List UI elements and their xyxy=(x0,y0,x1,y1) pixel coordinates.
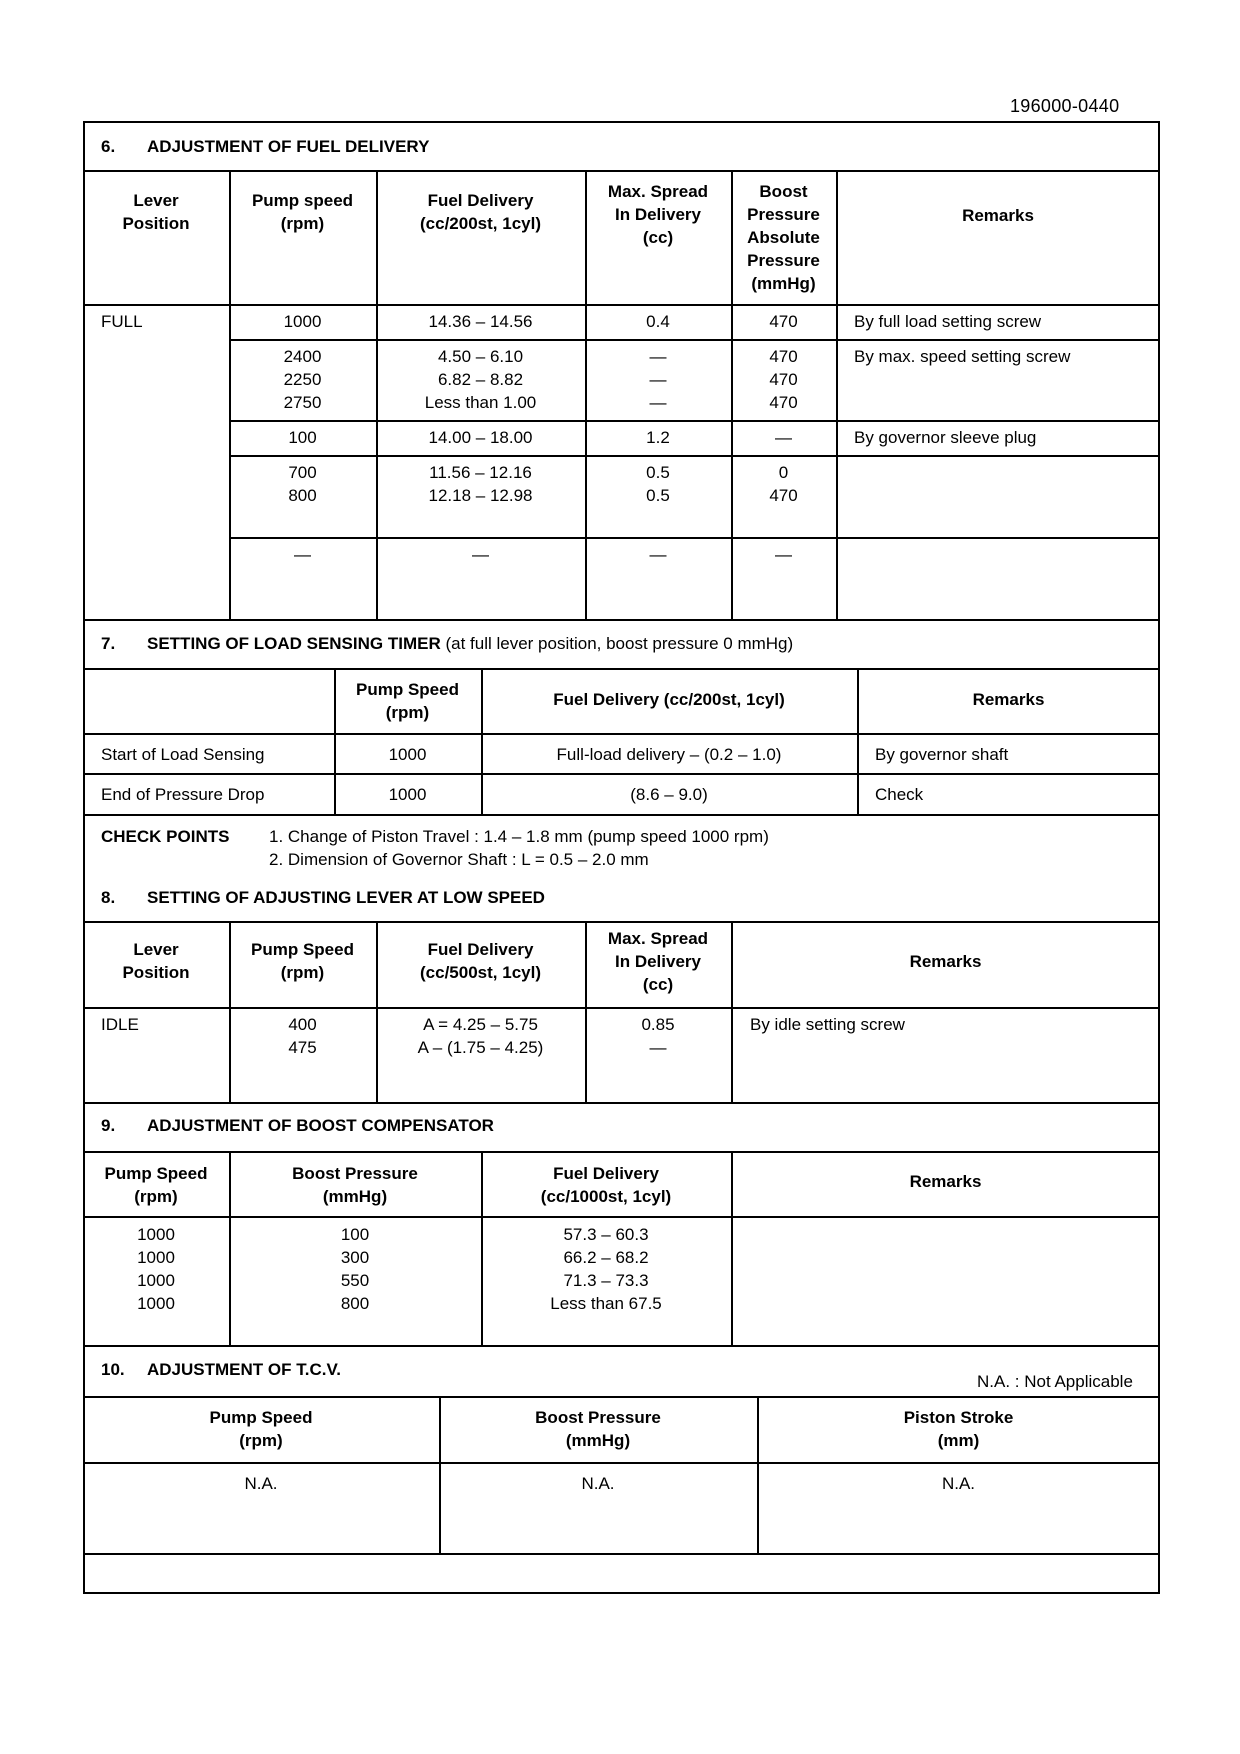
pump-speed-cell: 2400 2250 2750 xyxy=(283,347,322,412)
rule xyxy=(83,733,1160,735)
section-title: SETTING OF LOAD SENSING TIMER xyxy=(147,634,441,653)
section-title: SETTING OF ADJUSTING LEVER AT LOW SPEED xyxy=(147,888,545,907)
section-title: ADJUSTMENT OF T.C.V. xyxy=(147,1360,341,1379)
pump-speed-cell: 1000 1000 1000 1000 xyxy=(137,1225,175,1313)
column-rule xyxy=(731,921,733,1104)
fuel-delivery-cell: 14.36 – 14.56 xyxy=(428,312,533,331)
rule xyxy=(83,1396,1160,1398)
rule xyxy=(83,814,1160,816)
section-title: ADJUSTMENT OF FUEL DELIVERY xyxy=(147,137,430,156)
section-number: 9. xyxy=(101,1116,116,1135)
pump-speed-cell: — xyxy=(294,545,311,564)
max-spread-cell: 1.2 xyxy=(646,428,670,447)
header-remarks: Remarks xyxy=(972,690,1045,709)
pump-speed-cell: 100 xyxy=(288,428,317,447)
rule xyxy=(83,668,1160,670)
rule xyxy=(229,339,1160,341)
max-spread-cell: — xyxy=(649,545,667,564)
section-10-heading xyxy=(101,1360,341,1380)
rule xyxy=(83,1216,1160,1218)
header-pump-speed: Pump Speed (rpm) xyxy=(251,940,354,982)
rule xyxy=(229,420,1160,422)
rule xyxy=(83,773,1160,775)
boost-cell: 470 470 470 xyxy=(769,347,798,412)
remarks-cell: By full load setting screw xyxy=(854,312,1042,331)
rule xyxy=(83,170,1160,172)
check-point-item: 1. Change of Piston Travel : 1.4 – 1.8 mm (pump speed 1000 rpm) xyxy=(269,827,769,846)
remarks-cell: By max. speed setting screw xyxy=(854,347,1071,366)
header-pump-speed: Pump speed (rpm) xyxy=(251,191,354,233)
section-number: 8. xyxy=(101,888,116,907)
max-spread-cell: 0.85 — xyxy=(641,1015,675,1057)
max-spread-cell: — — — xyxy=(649,347,667,412)
header-max-spread: Max. Spread In Delivery (cc) xyxy=(607,182,709,247)
rule xyxy=(83,1462,1160,1464)
column-rule xyxy=(836,170,838,619)
header-piston-stroke: Piston Stroke (mm) xyxy=(903,1408,1014,1450)
pump-speed-cell: 1000 xyxy=(388,745,427,764)
lever-position-value: FULL xyxy=(101,312,143,331)
remarks-cell: Check xyxy=(875,785,924,804)
rule xyxy=(229,455,1160,457)
check-points-label: CHECK POINTS xyxy=(101,827,230,846)
pump-speed-cell: 1000 xyxy=(388,785,427,804)
na-note: N.A. : Not Applicable xyxy=(977,1372,1133,1391)
pump-speed-cell: 400 475 xyxy=(288,1015,317,1057)
rule xyxy=(83,1345,1160,1347)
section-number: 10. xyxy=(101,1360,125,1379)
max-spread-cell: 0.5 0.5 xyxy=(646,463,670,505)
rule xyxy=(83,304,1160,306)
rule xyxy=(83,1102,1160,1104)
header-boost-pressure: Boost Pressure Absolute Pressure (mmHg) xyxy=(747,182,820,293)
header-fuel-delivery: Fuel Delivery (cc/500st, 1cyl) xyxy=(420,940,541,982)
header-pump-speed: Pump Speed (rpm) xyxy=(104,1164,208,1206)
section-7-heading xyxy=(101,634,793,654)
header-fuel-delivery: Fuel Delivery (cc/1000st, 1cyl) xyxy=(540,1164,672,1206)
fuel-delivery-cell: 11.56 – 12.16 12.18 – 12.98 xyxy=(428,463,533,505)
section-6-heading xyxy=(101,137,429,157)
header-lever-position: Lever Position xyxy=(122,940,190,982)
pump-speed-cell: 700 800 xyxy=(288,463,317,505)
remarks-cell: By idle setting screw xyxy=(750,1015,905,1034)
rule xyxy=(83,921,1160,923)
rule xyxy=(83,1553,1160,1555)
boost-cell: 100 300 550 800 xyxy=(340,1225,370,1313)
header-remarks: Remarks xyxy=(962,206,1034,225)
boost-cell: 470 xyxy=(769,312,798,331)
header-boost-pressure: Boost Pressure (mmHg) xyxy=(535,1408,661,1450)
header-fuel-delivery: Fuel Delivery (cc/200st, 1cyl) xyxy=(553,690,785,709)
fuel-delivery-cell: A = 4.25 – 5.75 A – (1.75 – 4.25) xyxy=(417,1015,544,1057)
rule xyxy=(83,619,1160,621)
remarks-cell: By governor sleeve plug xyxy=(854,428,1037,447)
rule xyxy=(83,1007,1160,1009)
document-number: 196000-0440 xyxy=(1010,96,1120,116)
boost-cell: — xyxy=(775,428,792,447)
pump-speed-cell: 1000 xyxy=(283,312,322,331)
row-label: End of Pressure Drop xyxy=(101,785,265,804)
row-label: Start of Load Sensing xyxy=(101,745,265,764)
fuel-delivery-cell: 4.50 – 6.10 6.82 – 8.82 Less than 1.00 xyxy=(424,347,537,412)
header-max-spread: Max. Spread In Delivery (cc) xyxy=(607,929,709,994)
header-pump-speed: Pump Speed (rpm) xyxy=(209,1408,313,1450)
header-boost-pressure: Boost Pressure (mmHg) xyxy=(292,1164,418,1206)
fuel-delivery-cell: 57.3 – 60.3 66.2 – 68.2 71.3 – 73.3 Less than 67.5 xyxy=(550,1225,662,1313)
fuel-delivery-cell: 14.00 – 18.00 xyxy=(428,428,533,447)
boost-cell: N.A. xyxy=(581,1474,615,1493)
section-9-heading xyxy=(101,1116,494,1136)
check-point-item: 2. Dimension of Governor Shaft : L = 0.5 – 2.0 mm xyxy=(269,850,649,869)
header-remarks: Remarks xyxy=(909,1172,982,1191)
section-number: 7. xyxy=(101,634,116,653)
lever-position-value: IDLE xyxy=(101,1015,139,1034)
pump-speed-cell: N.A. xyxy=(244,1474,278,1493)
section-title: ADJUSTMENT OF BOOST COMPENSATOR xyxy=(147,1116,494,1135)
rule xyxy=(229,537,1160,539)
piston-stroke-cell: N.A. xyxy=(941,1474,976,1493)
section-8-heading xyxy=(101,888,545,908)
header-remarks: Remarks xyxy=(909,952,982,971)
max-spread-cell: 0.4 xyxy=(646,312,670,331)
boost-cell: — xyxy=(775,545,792,564)
header-pump-speed: Pump Speed (rpm) xyxy=(356,680,459,722)
fuel-delivery-cell: Full-load delivery – (0.2 – 1.0) xyxy=(556,745,782,764)
fuel-delivery-cell: (8.6 – 9.0) xyxy=(630,785,708,804)
section-number: 6. xyxy=(101,137,116,156)
boost-cell: 0 470 xyxy=(769,463,798,505)
fuel-delivery-cell: — xyxy=(472,545,489,564)
header-lever-position: Lever Position xyxy=(122,191,190,233)
check-points-list xyxy=(269,825,769,871)
rule xyxy=(83,1151,1160,1153)
remarks-cell: By governor shaft xyxy=(875,745,1009,764)
section-subtitle: (at full lever position, boost pressure 0 mmHg) xyxy=(445,634,794,653)
header-fuel-delivery: Fuel Delivery (cc/200st, 1cyl) xyxy=(420,191,541,233)
